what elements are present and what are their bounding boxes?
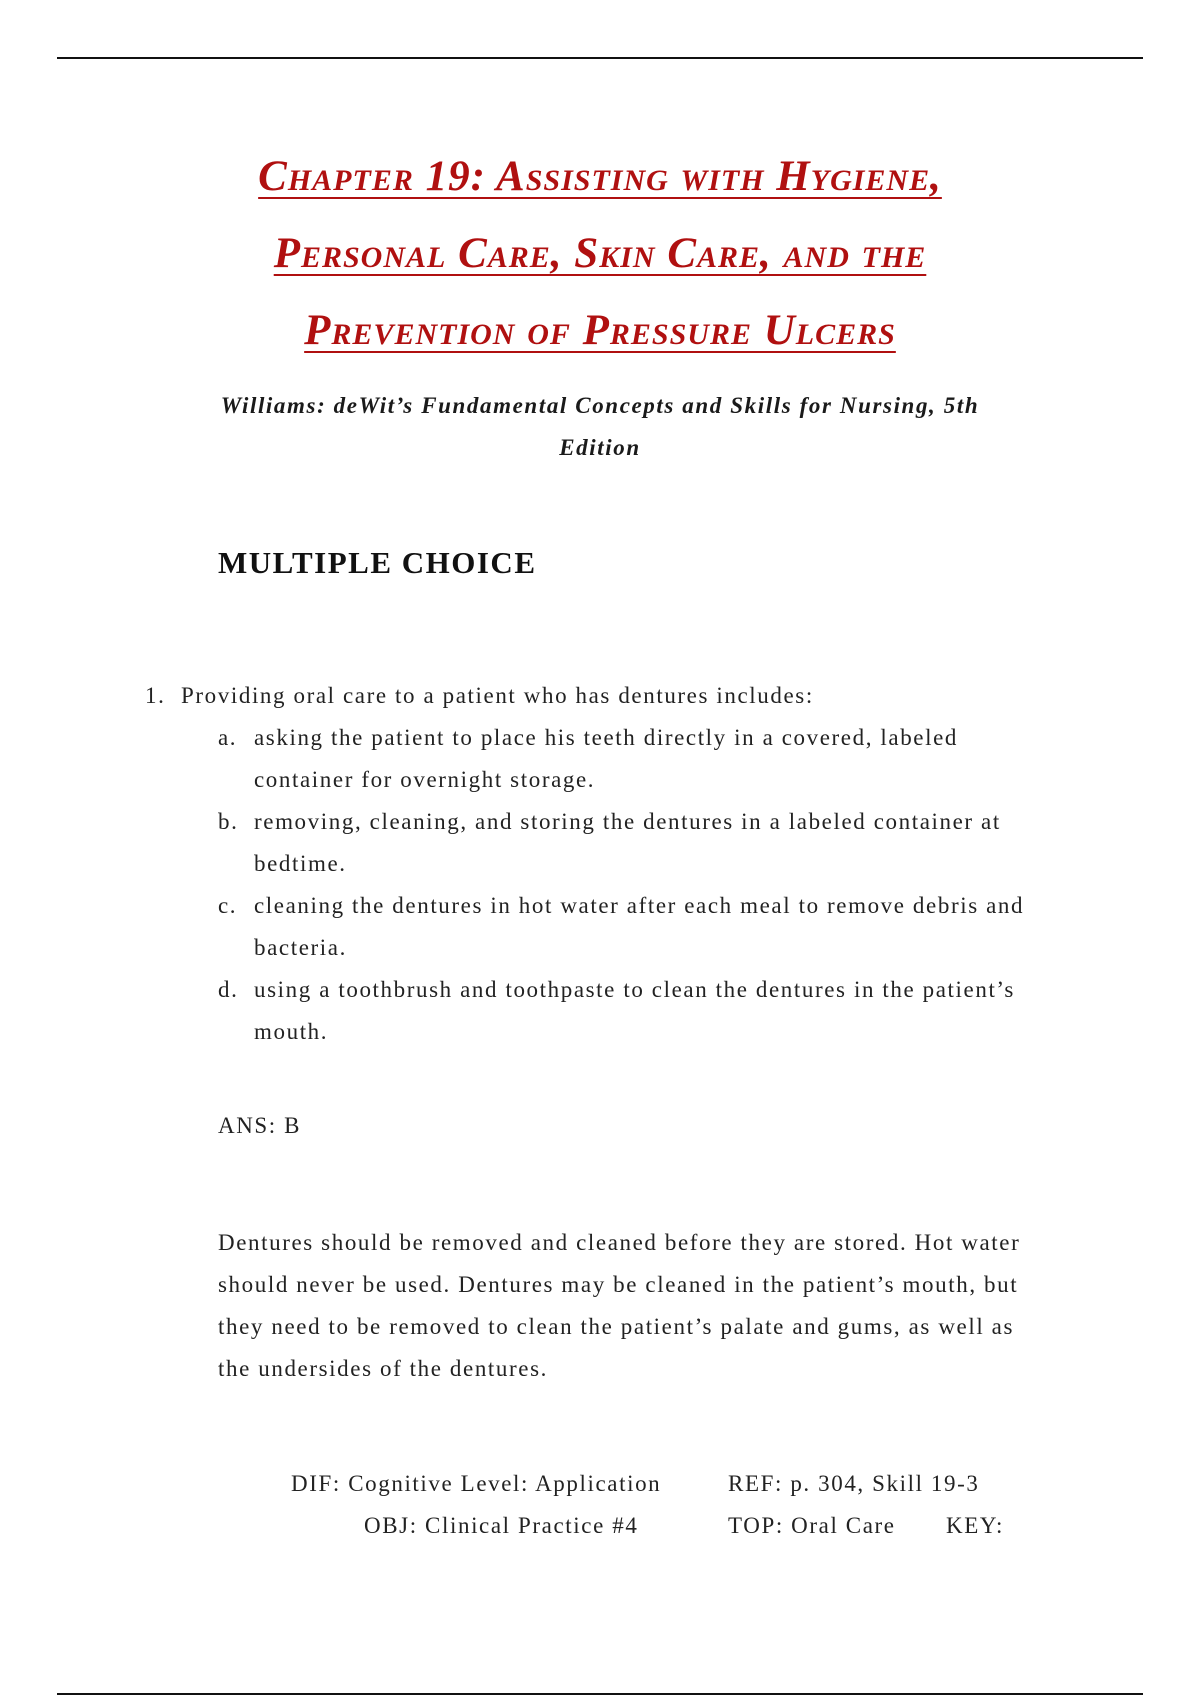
bottom-rule bbox=[57, 1693, 1143, 1695]
topic-label: TOP: Oral Care bbox=[728, 1513, 896, 1538]
rationale-paragraph: Dentures should be removed and cleaned before they are stored. Hot water should never be used. Dentures may be cleaned in the patient’s mouth, but they need to be removed to clean the patient’s palate and gums, as well as the undersides of the dentures. bbox=[218, 1230, 1021, 1381]
option-text: cleaning the dentures in hot water after each meal to remove debris and bacteria. bbox=[254, 893, 1025, 960]
question-stem: Providing oral care to a patient who has dentures includes: bbox=[181, 683, 814, 708]
option-letter: a. bbox=[218, 725, 238, 750]
question-stem-row bbox=[145, 675, 1045, 717]
option-d bbox=[145, 969, 1045, 1053]
option-a bbox=[145, 717, 1045, 801]
section-heading: MULTIPLE CHOICE bbox=[218, 545, 537, 580]
key-label: KEY: bbox=[946, 1513, 1004, 1538]
answer-key: ANS: B bbox=[218, 1113, 302, 1138]
book-source-line-2: Edition bbox=[559, 435, 641, 460]
chapter-title bbox=[140, 138, 1060, 369]
reference-label: REF: p. 304, Skill 19-3 bbox=[728, 1471, 980, 1496]
chapter-title-line-1: Chapter 19: Assisting with Hygiene, bbox=[258, 153, 942, 200]
book-source-line-1: Williams: deWit’s Fundamental Concepts and Skills for Nursing, 5th bbox=[220, 393, 980, 418]
top-rule bbox=[57, 57, 1143, 59]
question-number: 1. bbox=[145, 683, 166, 708]
book-source bbox=[160, 385, 1040, 469]
chapter-title-line-3: Prevention of Pressure Ulcers bbox=[304, 307, 896, 354]
option-letter: d. bbox=[218, 977, 239, 1002]
question-1 bbox=[145, 675, 1045, 1053]
option-text: using a toothbrush and toothpaste to clean the dentures in the patient’s mouth. bbox=[254, 977, 1015, 1044]
option-letter: b. bbox=[218, 809, 239, 834]
option-c bbox=[145, 885, 1045, 969]
difficulty-label: DIF: Cognitive Level: Application bbox=[291, 1471, 662, 1496]
chapter-title-line-2: Personal Care, Skin Care, and the bbox=[273, 230, 927, 277]
option-text: removing, cleaning, and storing the dentures in a labeled container at bedtime. bbox=[254, 809, 1001, 876]
answer-options bbox=[145, 717, 1045, 1053]
option-text: asking the patient to place his teeth directly in a covered, labeled container for overnight storage. bbox=[254, 725, 959, 792]
option-b bbox=[145, 801, 1045, 885]
option-letter: c. bbox=[218, 893, 238, 918]
objective-label: OBJ: Clinical Practice #4 bbox=[364, 1513, 639, 1538]
